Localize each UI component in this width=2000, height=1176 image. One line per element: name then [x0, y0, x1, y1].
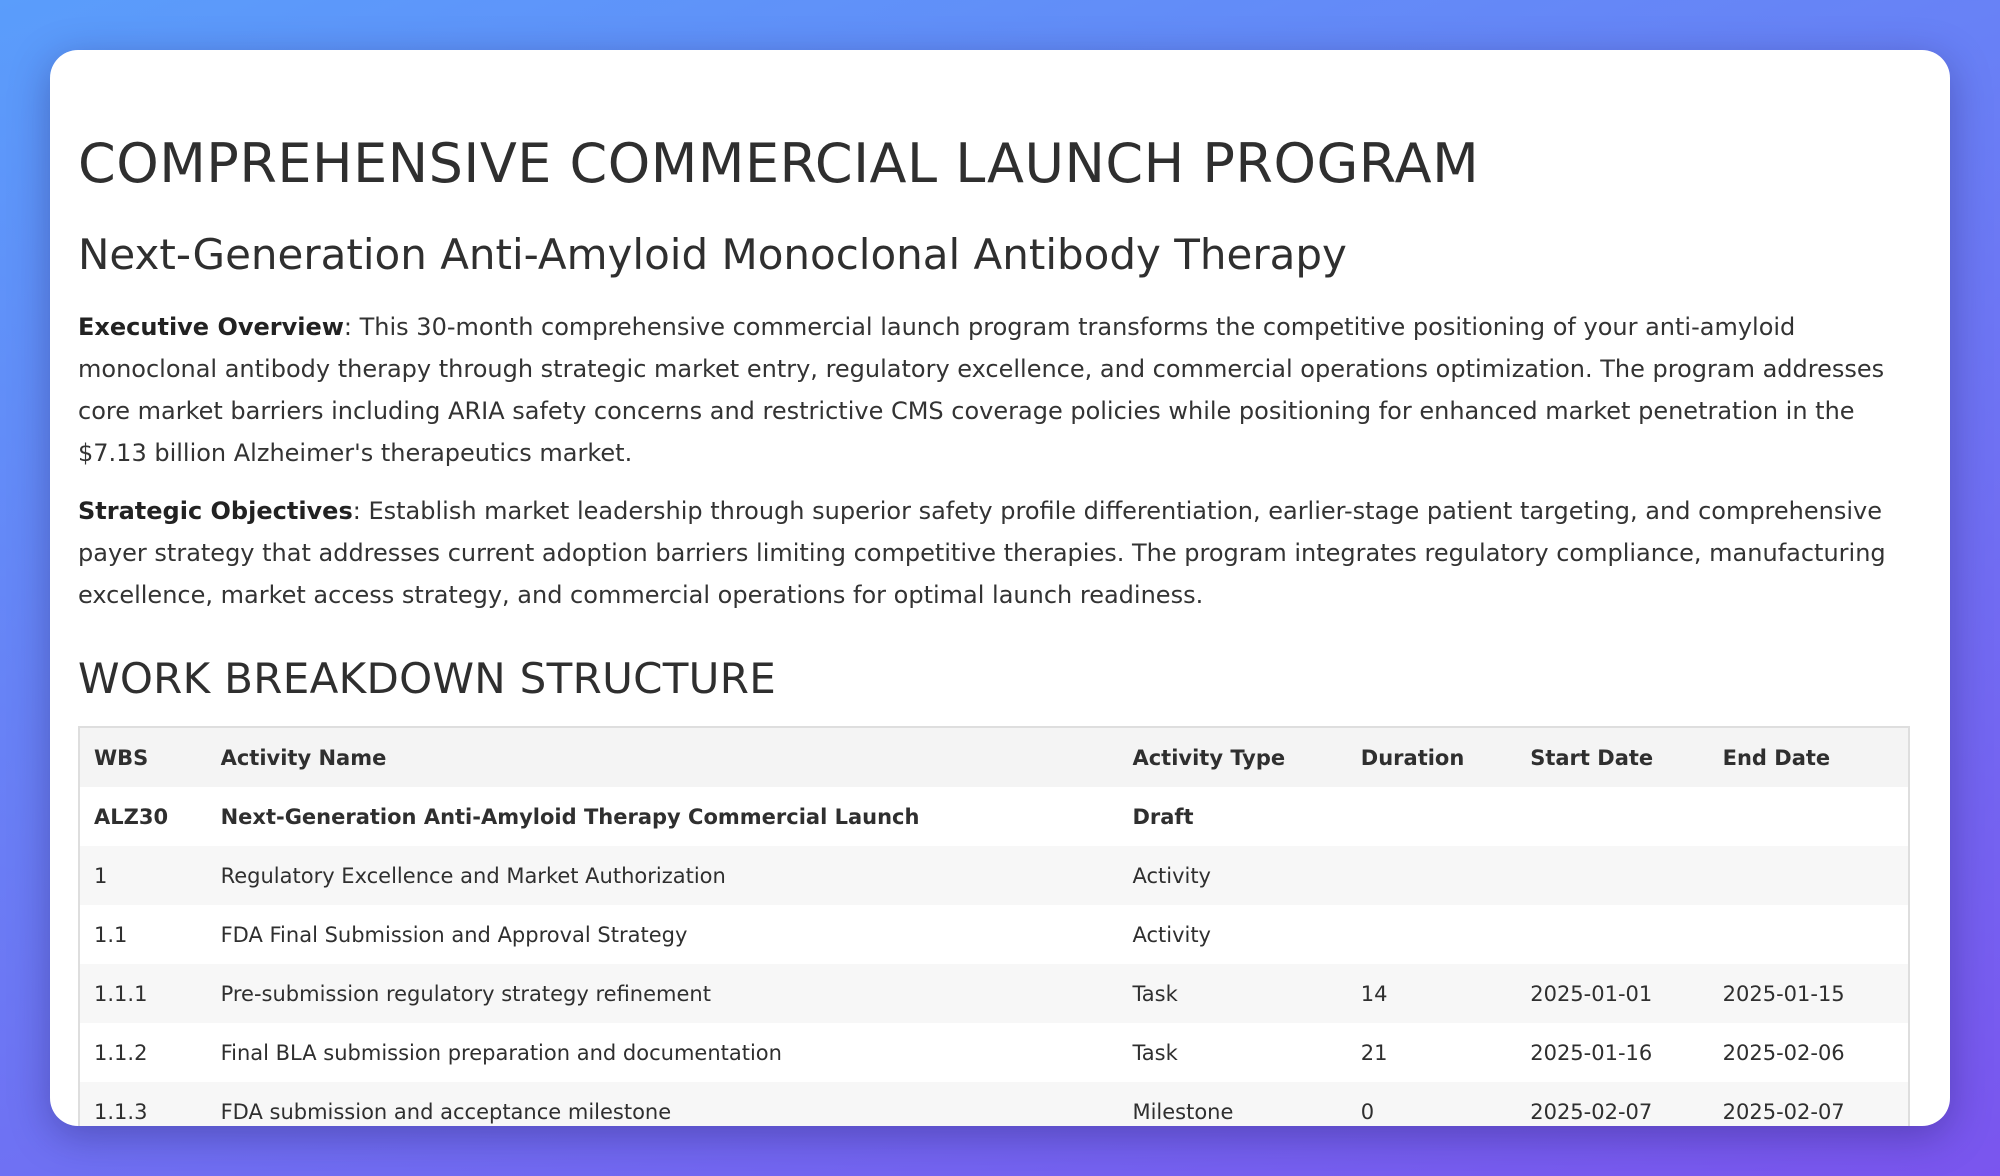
executive-overview-paragraph: [78, 306, 1918, 474]
cell-activity-name: FDA submission and acceptance milestone: [220, 1099, 672, 1124]
header-start-date: Start Date: [1516, 727, 1708, 787]
cell-wbs: 1.1: [94, 922, 128, 947]
table-row: [79, 905, 1909, 964]
table-header-row: [79, 727, 1909, 787]
cell-activity-name: Final BLA submission preparation and documentation: [220, 1040, 782, 1065]
strategic-objectives-label: Strategic Objectives: [78, 497, 353, 525]
cell-wbs: 1: [94, 863, 108, 888]
cell-activity-name: Next-Generation Anti-Amyloid Therapy Commercial Launch: [220, 804, 920, 829]
header-activity-type: Activity Type: [1118, 727, 1346, 787]
cell-duration: [1347, 846, 1516, 905]
cell-duration: 14: [1360, 981, 1388, 1006]
cell-end-date: [1709, 905, 1909, 964]
cell-wbs: 1.1.3: [94, 1099, 148, 1124]
cell-start-date: [1516, 787, 1708, 846]
cell-start-date: [1516, 846, 1708, 905]
cell-duration: 21: [1360, 1040, 1388, 1065]
cell-activity-name: FDA Final Submission and Approval Strategy: [220, 922, 688, 947]
table-row: [79, 787, 1909, 846]
table-row: [79, 964, 1909, 1023]
executive-overview-label: Executive Overview: [78, 313, 344, 341]
table-row: [79, 1023, 1909, 1082]
cell-wbs: 1.1.2: [94, 1040, 148, 1065]
cell-activity-type: Milestone: [1132, 1099, 1234, 1124]
cell-start-date: [1516, 905, 1708, 964]
cell-wbs: 1.1.1: [94, 981, 148, 1006]
table-row: [79, 1082, 1909, 1126]
cell-duration: [1347, 905, 1516, 964]
header-activity-name: Activity Name: [207, 727, 1119, 787]
table-row: [79, 846, 1909, 905]
page-subtitle: Next-Generation Anti-Amyloid Monoclonal Antibody Therapy: [78, 230, 1347, 279]
cell-activity-name: Pre-submission regulatory strategy refinement: [220, 981, 711, 1006]
header-duration: Duration: [1347, 727, 1516, 787]
cell-end-date: [1709, 787, 1909, 846]
document-card: [50, 50, 1950, 1126]
cell-start-date: 2025-01-16: [1530, 1040, 1653, 1065]
cell-wbs: ALZ30: [94, 804, 169, 829]
page-title: COMPREHENSIVE COMMERCIAL LAUNCH PROGRAM: [78, 132, 1480, 195]
wbs-section-title: WORK BREAKDOWN STRUCTURE: [78, 654, 777, 703]
cell-end-date: 2025-02-06: [1722, 1040, 1845, 1065]
cell-activity-type: Activity: [1132, 863, 1211, 888]
cell-end-date: 2025-02-07: [1722, 1099, 1845, 1124]
cell-activity-name: Regulatory Excellence and Market Authorization: [220, 863, 726, 888]
cell-activity-type: Task: [1132, 1040, 1178, 1065]
cell-start-date: 2025-02-07: [1530, 1099, 1653, 1124]
cell-start-date: 2025-01-01: [1530, 981, 1653, 1006]
wbs-table: [78, 726, 1910, 1126]
strategic-objectives-text: : Establish market leadership through superior safety profile differentiation, earlier-stage patient targeting, and comprehensive payer strategy that addresses current adoption barriers limiting competitive therapies. The program integrates regulatory compliance, manufacturing excellence, market access strategy, and commercial operations for optimal launch readiness.: [78, 497, 1886, 609]
header-end-date: End Date: [1709, 727, 1909, 787]
header-wbs: WBS: [79, 727, 207, 787]
strategic-objectives-paragraph: [78, 490, 1918, 616]
cell-duration: [1347, 787, 1516, 846]
executive-overview-text: : This 30-month comprehensive commercial launch program transforms the competitive positioning of your anti-amyloid monoclonal antibody therapy through strategic market entry, regulatory excellence, and commercial operations optimization. The program addresses core market barriers including ARIA safety concerns and restrictive CMS coverage policies while positioning for enhanced market penetration in the $7.13 billion Alzheimer's therapeutics market.: [78, 313, 1885, 467]
cell-end-date: [1709, 846, 1909, 905]
cell-activity-type: Draft: [1132, 804, 1194, 829]
cell-duration: 0: [1360, 1099, 1375, 1124]
cell-activity-type: Activity: [1132, 922, 1211, 947]
cell-activity-type: Task: [1132, 981, 1178, 1006]
cell-end-date: 2025-01-15: [1722, 981, 1845, 1006]
